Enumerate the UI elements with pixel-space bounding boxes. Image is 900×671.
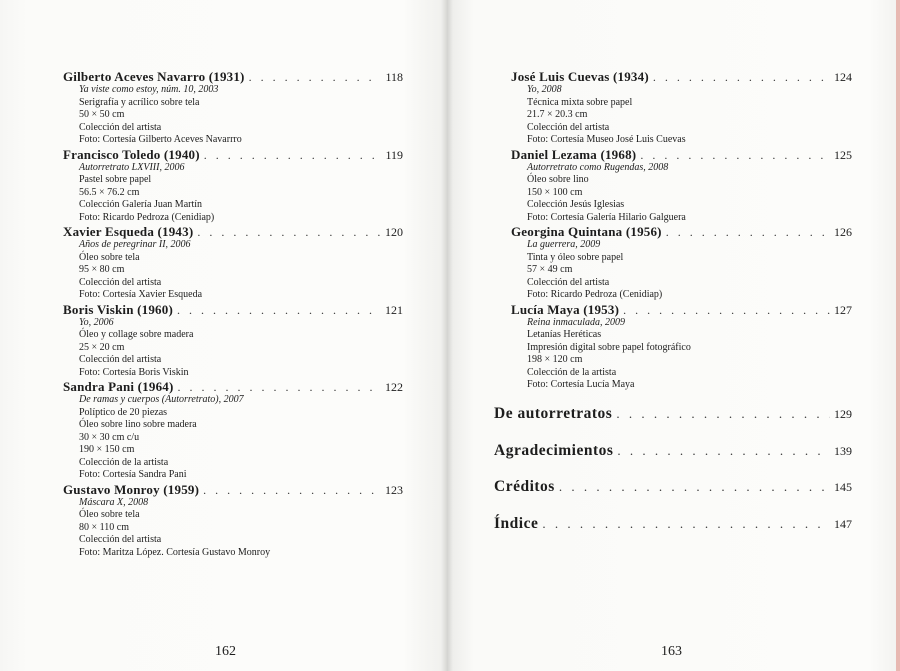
- toc-entry[interactable]: [63, 147, 403, 225]
- artist-name: José Luis Cuevas (1934): [511, 69, 649, 84]
- artist-name: Sandra Pani (1964): [63, 379, 174, 394]
- toc-entry[interactable]: [63, 379, 403, 482]
- artwork-detail: 56.5 × 76.2 cm: [79, 186, 140, 198]
- entry-page-number: 126: [834, 225, 852, 239]
- artwork-detail: Foto: Cortesía Boris Viskin: [79, 366, 189, 378]
- section-title: Índice: [494, 515, 539, 532]
- entry-heading: [63, 69, 403, 84]
- artwork-title: Reina inmaculada, 2009: [527, 316, 626, 328]
- toc-section[interactable]: [494, 515, 852, 533]
- right-entry-list: [511, 69, 852, 392]
- artwork-detail: Foto: Cortesía Sandra Pani: [79, 469, 187, 480]
- entry-page-number: 120: [385, 225, 403, 239]
- artwork-title: Ya viste como estoy, núm. 10, 2003: [79, 84, 219, 95]
- artwork-detail: 25 × 20 cm: [79, 341, 125, 353]
- toc-entry[interactable]: [63, 302, 403, 380]
- artwork-detail: Óleo sobre lino sobre madera: [79, 419, 197, 430]
- artist-name: Georgina Quintana (1956): [511, 224, 662, 239]
- entry-page-number: 127: [834, 302, 852, 317]
- artwork-title: Autorretrato como Rugendas, 2008: [527, 161, 669, 173]
- toc-section[interactable]: [494, 442, 852, 460]
- page-edge: [896, 0, 900, 671]
- entry-heading: [63, 379, 403, 394]
- artwork-detail: 57 × 49 cm: [527, 264, 573, 275]
- leader-dots: [666, 225, 830, 240]
- entry-heading: [511, 224, 852, 239]
- entry-page-number: 119: [385, 147, 403, 162]
- artwork-title: Autorretrato LXVIII, 2006: [79, 161, 185, 173]
- toc-entry[interactable]: [63, 224, 403, 302]
- toc-entry[interactable]: [63, 482, 403, 560]
- section-page-number: 139: [834, 444, 852, 458]
- artwork-title: La guerrera, 2009: [527, 239, 601, 250]
- artwork-detail: Pastel sobre papel: [79, 174, 152, 185]
- artwork-title: Yo, 2008: [527, 84, 562, 95]
- artwork-title: Años de peregrinar II, 2006: [79, 239, 191, 250]
- entry-heading: [63, 482, 403, 497]
- artwork-detail: Colección del artista: [79, 354, 162, 365]
- artwork-detail: 150 × 100 cm: [527, 186, 583, 198]
- entry-heading: [511, 302, 852, 317]
- artwork-detail: 21.7 × 20.3 cm: [527, 109, 588, 120]
- artwork-detail: Colección del artista: [527, 121, 610, 133]
- artwork-detail: Foto: Cortesía Gilberto Aceves Navarrro: [79, 134, 242, 145]
- artwork-detail: Foto: Ricardo Pedroza (Cenidiap): [527, 289, 663, 300]
- artwork-detail: 50 × 50 cm: [79, 109, 125, 120]
- artwork-title: Yo, 2006: [79, 316, 114, 328]
- section-title: Créditos: [494, 478, 555, 495]
- artwork-detail: Letanías Heréticas: [527, 329, 602, 340]
- artwork-detail: Foto: Cortesía Xavier Esqueda: [79, 289, 203, 300]
- artwork-detail: Técnica mixta sobre papel: [527, 96, 633, 108]
- section-title: De autorretratos: [494, 405, 613, 422]
- leader-dots: [623, 303, 830, 318]
- entry-page-number: 124: [834, 70, 852, 84]
- artwork-detail: Óleo y collage sobre madera: [79, 329, 194, 340]
- leader-dots: [249, 70, 382, 85]
- artwork-detail: Colección Galería Juan Martín: [79, 199, 203, 210]
- section-page-number: 129: [834, 407, 852, 421]
- entry-page-number: 122: [385, 380, 403, 394]
- artwork-detail: Tinta y óleo sobre papel: [527, 251, 624, 263]
- artwork-title: Máscara X, 2008: [79, 496, 149, 508]
- entry-heading: [511, 147, 852, 162]
- entry-page-number: 125: [834, 147, 852, 162]
- toc-entry[interactable]: [63, 69, 403, 147]
- artwork-detail: Foto: Maritza López. Cortesía Gustavo Monroy: [79, 546, 271, 558]
- artwork-detail: Foto: Ricardo Pedroza (Cenidiap): [79, 211, 215, 223]
- entry-page-number: 123: [385, 482, 403, 497]
- book-gutter: [441, 0, 453, 671]
- artwork-detail: Colección del artista: [527, 276, 610, 288]
- artist-name: Francisco Toledo (1940): [63, 146, 200, 162]
- artwork-detail: Colección del artista: [79, 121, 162, 133]
- artwork-detail: Colección de la artista: [79, 456, 169, 468]
- section-title: Agradecimientos: [494, 442, 614, 459]
- artwork-detail: 95 × 80 cm: [79, 264, 125, 275]
- toc-entry[interactable]: [511, 302, 852, 392]
- toc-section[interactable]: [494, 478, 852, 496]
- left-entry-list: [63, 69, 403, 559]
- entry-heading: [63, 224, 403, 239]
- entry-page-number: 118: [385, 70, 403, 84]
- artwork-detail: Colección del artista: [79, 276, 162, 288]
- toc-section[interactable]: [494, 405, 852, 423]
- artwork-detail: Impresión digital sobre papel fotográfico: [527, 341, 691, 353]
- toc-entry[interactable]: [511, 147, 852, 225]
- leader-dots: [653, 70, 830, 85]
- leader-dots: [203, 483, 381, 498]
- artwork-detail: Óleo sobre lino: [527, 174, 589, 185]
- artwork-title: De ramas y cuerpos (Autorretrato), 2007: [79, 394, 244, 405]
- leader-dots: [177, 303, 381, 318]
- leader-dots: [542, 516, 830, 532]
- leader-dots: [617, 443, 830, 459]
- artist-name: Xavier Esqueda (1943): [63, 224, 194, 239]
- entry-heading: [63, 302, 403, 317]
- section-page-number: 147: [834, 517, 852, 531]
- section-page-number: 145: [834, 480, 852, 494]
- artist-name: Boris Viskin (1960): [63, 301, 173, 317]
- toc-entry[interactable]: [511, 224, 852, 302]
- entry-page-number: 121: [385, 302, 403, 317]
- leader-dots: [616, 406, 830, 422]
- leader-dots: [197, 225, 381, 240]
- artwork-detail: Foto: Cortesía Lucía Maya: [527, 379, 635, 390]
- entry-heading: [511, 69, 852, 84]
- artwork-detail: 190 × 150 cm: [79, 444, 135, 455]
- left-page-number: 162: [215, 644, 236, 659]
- artwork-detail: Foto: Cortesía Museo José Luis Cuevas: [527, 134, 686, 145]
- artwork-detail: Colección de la artista: [527, 366, 617, 378]
- artwork-detail: 80 × 110 cm: [79, 521, 129, 533]
- artwork-detail: Óleo sobre tela: [79, 251, 140, 263]
- toc-entry[interactable]: [511, 69, 852, 147]
- leader-dots: [640, 148, 830, 163]
- artwork-detail: 198 × 120 cm: [527, 354, 583, 365]
- artwork-detail: Serigrafía y acrílico sobre tela: [79, 96, 200, 108]
- artist-name: Daniel Lezama (1968): [511, 146, 637, 162]
- artwork-detail: Óleo sobre tela: [79, 509, 140, 520]
- entry-heading: [63, 147, 403, 162]
- leader-dots: [559, 479, 830, 495]
- right-page-number: 163: [661, 644, 682, 659]
- leader-dots: [204, 148, 382, 163]
- artist-name: Gilberto Aceves Navarro (1931): [63, 69, 245, 84]
- artwork-detail: Colección Jesús Iglesias: [527, 199, 625, 210]
- artwork-detail: Colección del artista: [79, 534, 162, 545]
- artist-name: Gustavo Monroy (1959): [63, 481, 200, 497]
- artwork-detail: Políptico de 20 piezas: [79, 406, 168, 418]
- artwork-detail: 30 × 30 cm c/u: [79, 431, 140, 443]
- leader-dots: [178, 380, 381, 395]
- artist-name: Lucía Maya (1953): [511, 301, 620, 317]
- artwork-detail: Foto: Cortesía Galería Hilario Galguera: [527, 211, 686, 223]
